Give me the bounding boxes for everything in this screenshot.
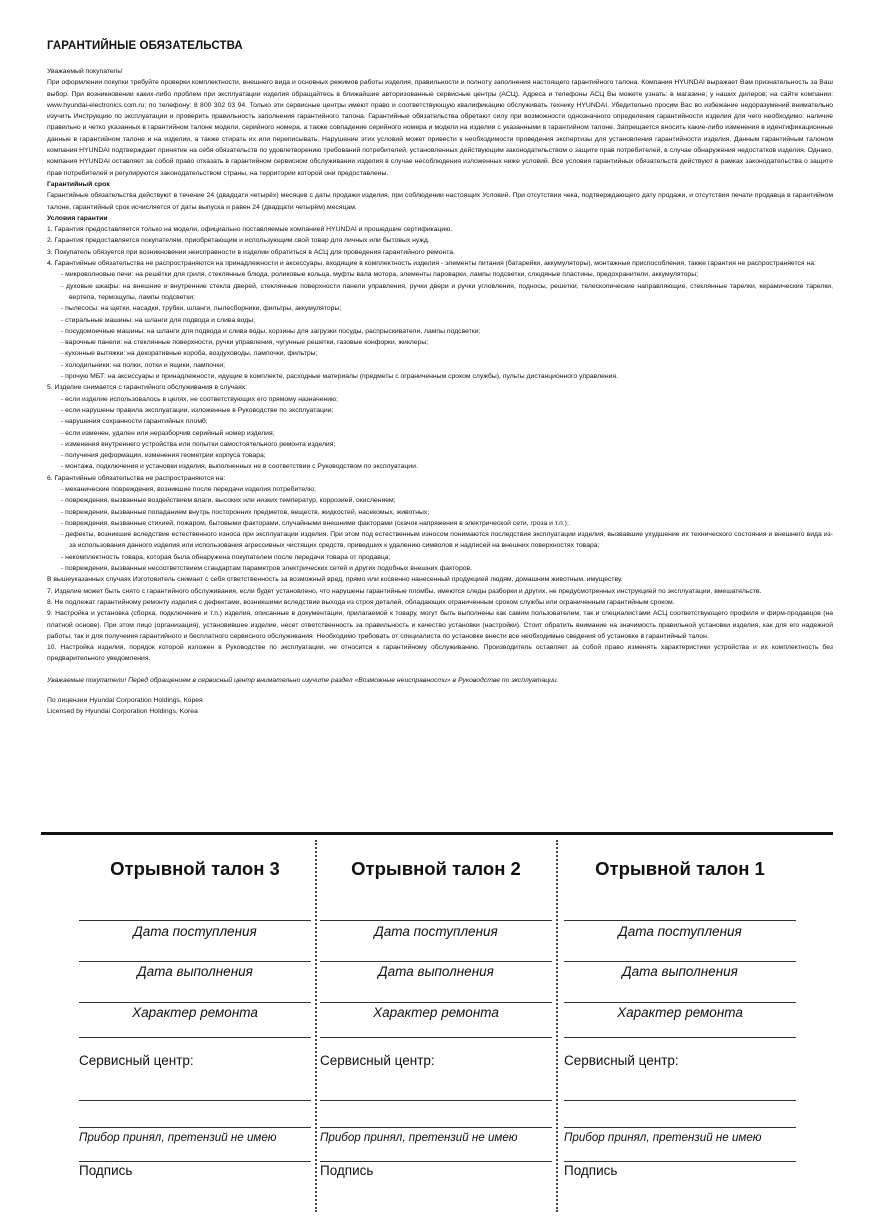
coupon-title: Отрывной талон 1 [595, 858, 765, 879]
condition-3: 3. Покупатель обязуется при возникновении неисправности в изделии обратиться в АСЦ для проведения гарантийного ремонта. [47, 248, 455, 256]
section-divider [41, 832, 833, 835]
condition-2: 2. Гарантия предоставляется покупателям, приобретающим и использующим свой товар для личных или бытовых нужд. [47, 237, 430, 245]
received-date-label: Дата поступления [374, 924, 498, 939]
document-title: ГАРАНТИЙНЫЕ ОБЯЗАТЕЛЬСТВА [47, 40, 243, 52]
period-paragraph: Гарантийные обязательства действуют в течение 24 (двадцати четырёх) месяцев с даты продажи изделия, при соблюдении настоящих Условий. При отсутствии чека, подтверждающего дату продажи, и отсутствия печати продавца в гарантийном талоне, гарантийный срок исчисляется от даты выпуска и равен 24 (двадцати четырём) месяцам. [47, 192, 833, 211]
condition-4-item: - холодильники: на полки, лотки и ящики, лампочки; [61, 361, 226, 369]
field-line [79, 1002, 311, 1003]
tear-line [556, 840, 558, 1212]
condition-4: 4. Гарантийные обязательства не распространяются на принадлежности и аксессуары, входящие в комплектность изделия - элементы питания (батарейки, аккумуляторы), монтажные приспособления, также гарантия не распространяется на: [47, 260, 816, 268]
signature-label: Подпись [79, 1163, 133, 1178]
condition-5-item: - монтажа, подключения и установки изделия, выполненных не в соответствии с Руководством по эксплуатации. [61, 463, 418, 471]
conditions-heading: Условия гарантии [47, 214, 108, 222]
condition-4-item: - варочные панели: на стеклянные поверхности, ручки управления, чугунные решетки, газовые конфорки, жиклеры; [61, 339, 429, 347]
condition-6-item: - повреждения, вызванные попаданием внутрь посторонних предметов, веществ, жидкостей, насекомых, животных; [61, 508, 430, 516]
condition-6-item: - механические повреждения, возникшие после передачи изделия потребителю; [61, 485, 316, 493]
tear-line [315, 840, 317, 1212]
liability-paragraph: В вышеуказанных случаях Изготовитель снимает с себя ответственность за возможный вред, прямо или косвенно нанесенный продукцией людям, домашним животным, имуществу. [47, 576, 623, 584]
license-en: Licensed by Hyundai Corporation Holdings, Korea [47, 708, 198, 716]
license-ru: По лицензии Hyundai Corporation Holdings, Корея [47, 697, 203, 705]
accepted-label: Прибор принял, претензий не имею [564, 1131, 762, 1144]
condition-10: 10. Настройка изделия, порядок которой изложен в Руководстве по эксплуатации, не относится к гарантийному обслуживанию. Производитель оставляет за собой право изменять характеристики устройства и их комплектность без предварительного уведомления. [47, 644, 833, 663]
field-line [320, 1002, 552, 1003]
condition-8: 8. Не подлежат гарантийному ремонту изделия с дефектами, возникшими вследствие выхода из строя деталей, обладающих ограниченным сроком службы или ограниченным гарантийным сроком. [47, 598, 675, 606]
condition-1: 1. Гарантия предоставляется только на модели, официально поставляемые компанией HYUNDAI и прошедшие сертификацию. [47, 226, 453, 234]
completed-date-label: Дата выполнения [622, 964, 738, 979]
condition-6-item: - повреждения, вызванные несоответствием стандартам параметров электрических сетей и других подобных внешних факторов. [61, 565, 473, 573]
field-line [79, 1127, 311, 1128]
field-line [320, 1037, 552, 1038]
condition-5-item: - нарушения сохранности гарантийных пломб; [61, 418, 208, 426]
condition-6-item: - повреждения, вызванные воздействием влаги, высоких или низких температур, коррозией, окислением; [61, 497, 396, 505]
field-line [79, 920, 311, 921]
condition-4-item: - стиральные машины: на шланги для подвода и слива воды; [61, 316, 256, 324]
signature-label: Подпись [564, 1163, 618, 1178]
condition-4-item: - кухонные вытяжки: на декоративные короба, воздуховоды, лампочки, фильтры; [61, 350, 318, 358]
service-note: Уважаемые покупатели! Перед обращением в сервисный центр внимательно изучите раздел «Возможные неисправности» в Руководстве по эксплуатации. [47, 676, 559, 684]
service-center-label: Сервисный центр: [79, 1053, 194, 1068]
coupon-title: Отрывной талон 2 [351, 858, 521, 879]
field-line [320, 1127, 552, 1128]
field-line [564, 1002, 796, 1003]
greeting: Уважаемый покупатель! [47, 68, 123, 75]
field-line [79, 1100, 311, 1101]
service-center-label: Сервисный центр: [320, 1053, 435, 1068]
condition-6-item: - повреждения, вызванные стихией, пожаром, бытовыми факторами, случайными внешними факторами (скачок напряжения в электрической сети, гроза и т.п.); [61, 519, 569, 527]
intro-paragraph: При оформлении покупки требуйте проверки комплектности, внешнего вида и основных режимов работы изделия, правильности и полноту заполнения настоящего гарантийного талона. Компания HYUNDAI выражает Вам признательность за Ваш выбор. При возникновении каких-либо проблем при эксплуатации изделия обращайтесь в ближайшие авторизованные сервисные центры (АСЦ). Адреса и телефоны АСЦ Вы можете узнать: в магазине; у наших дилеров; на сайте компании: www.hyundai-electronics.com.ru; по телефону: 8 800 302 03 94. Только эти сервисные центры имеют право и соответствующую квалификацию обслуживать технику HYUNDAI. Убедительно просим Вас во избежание недоразумений внимательно изучить Инструкцию по эксплуатации и проверить правильность заполнения гарантийного талона. Гарантийные обязательства обретают силу при возможности однозначного определения гарантийности изделия для чего необходимо: наличие правильно и четко указанных в гарантийном талоне модели, серийного номера, а также совпадение серийного номера и модели на изделии с указанными в гарантийном талоне. Запрещается вносить какие-либо изменения в идентификационные данные в гарантийном талоне и на изделии, а также стирать их или переписывать. Нарушение этих условий может привести к необходимости проведения экспертизы для установления гарантийности изделия. Данным гарантийным талоном компания HYUNDAI подтверждает принятие на себя обязательств по удовлетворению требований потребителей, установленных действующим законодательством о защите прав потребителей, в случае обнаружения недостатков изделия. Однако, компания HYUNDAI оставляет за собой право отказать в гарантийном сервисном обслуживании изделия в случае несоблюдения изложенных ниже условий. Все условия гарантийных обязательств действуют в рамках законодательства о защите прав потребителей и регулируются законодательством страны, на территории которой они предоставлены. [47, 79, 833, 177]
field-line [564, 1127, 796, 1128]
field-line [79, 1161, 311, 1162]
warranty-document [47, 40, 833, 718]
condition-7: 7. Изделие может быть снято с гарантийного обслуживания, если будет установлено, что нарушены гарантийные пломбы, имеются следы разборки и других, не предусмотренных инструкцией по эксплуатации, вмешательств. [47, 587, 762, 595]
field-line [564, 920, 796, 921]
condition-4-item: - прочую МБТ: на аксессуары и принадлежности, идущие в комплекте, расходные материалы (предметы с ограниченным сроком службы), пульты дистанционного управления. [61, 373, 619, 381]
received-date-label: Дата поступления [618, 924, 742, 939]
condition-9: 9. Настройка и установка (сборка, подключение и т.п.) изделия, описанные в документации, прилагаемой к товару, могут быть выполнены как самим пользователем, так и специалистами АСЦ соответствующего профиля и фирм-продавцов (на платной основе). При этом лицо (организация), установившее изделие, несет ответственность за правильность и качество установки (настройки). Стоит обратить внимание на значимость правильной установки изделия, как для его надежной работы, так и для получения гарантийного и бесплатного сервисного обслуживания. Необходимо требовать от специалиста по установке внести все необходимые сведения об установке в гарантийный талон. [47, 610, 833, 640]
accepted-label: Прибор принял, претензий не имею [79, 1131, 277, 1144]
field-line [320, 961, 552, 962]
field-line [320, 1100, 552, 1101]
repair-type-label: Характер ремонта [373, 1005, 499, 1020]
period-heading: Гарантийный срок [47, 180, 110, 188]
condition-4-item: - пылесосы: на щетки, насадки, трубки, шланги, пылесборники, фильтры, аккумуляторы; [61, 305, 342, 313]
condition-4-item: - посудомоечные машины: на шланги для подвода и слива воды, корзины для загрузки посуды, распрыскиватели, лампы подсветки; [61, 327, 481, 335]
repair-type-label: Характер ремонта [617, 1005, 743, 1020]
signature-label: Подпись [320, 1163, 374, 1178]
field-line [564, 1161, 796, 1162]
completed-date-label: Дата выполнения [137, 964, 253, 979]
condition-4-item: - микроволновые печи: на решётки для гриля, стеклянные блюда, роликовые кольца, муфты вала мотора, элементы пароварки, лампы подсветки, слюдяные пластины, предохранители, аккумуляторы; [61, 271, 698, 279]
field-line [79, 961, 311, 962]
field-line [564, 1037, 796, 1038]
coupon-title: Отрывной талон 3 [110, 858, 280, 879]
condition-5-item: - изменения внутреннего устройства или попытки самостоятельного ремонта изделия; [61, 440, 336, 448]
field-line [320, 920, 552, 921]
condition-5-item: - получения деформации, изменения геометрии корпуса товара; [61, 452, 266, 460]
condition-6-item: - некомплектность товара, которая была обнаружена покупателем после передачи товара от продавца; [61, 553, 391, 561]
field-line [320, 1161, 552, 1162]
condition-5: 5. Изделие снимается с гарантийного обслуживания в случаях: [47, 384, 248, 392]
condition-6: 6. Гарантийные обязательства не распространяются на: [47, 474, 226, 482]
condition-5-item: - если изменен, удален или неразборчив серийный номер изделия; [61, 429, 275, 437]
field-line [79, 1037, 311, 1038]
field-line [564, 961, 796, 962]
field-line [564, 1100, 796, 1101]
condition-5-item: - если изделие использовалось в целях, не соответствующих его прямому назначению; [61, 395, 339, 403]
completed-date-label: Дата выполнения [378, 964, 494, 979]
condition-5-item: - если нарушены правила эксплуатации, изложенные в Руководстве по эксплуатации; [61, 406, 334, 414]
condition-4-item: - духовые шкафы: на внешние и внутренние стекла дверей, стеклянные поверхности панели управления, ручки двери и ручки угловления, подносы, решетки, телескопические направляющие, стеклянные тарелки, керамические тарелки, вертела, термощупы, лампы подсветки; [61, 282, 833, 301]
condition-6-item: - дефекты, возникшие вследствие естественного износа при эксплуатации изделия. При этом под естественным износом понимаются последствия эксплуатации изделия, вызвавшие ухудшение их технического состояния и внешнего вида из-за использования данного изделия или использования агрессивных чистящих средств, приведших к удалению символов и надписей на внешних поверхностях товара; [61, 531, 833, 550]
accepted-label: Прибор принял, претензий не имею [320, 1131, 518, 1144]
received-date-label: Дата поступления [133, 924, 257, 939]
service-center-label: Сервисный центр: [564, 1053, 679, 1068]
repair-type-label: Характер ремонта [132, 1005, 258, 1020]
